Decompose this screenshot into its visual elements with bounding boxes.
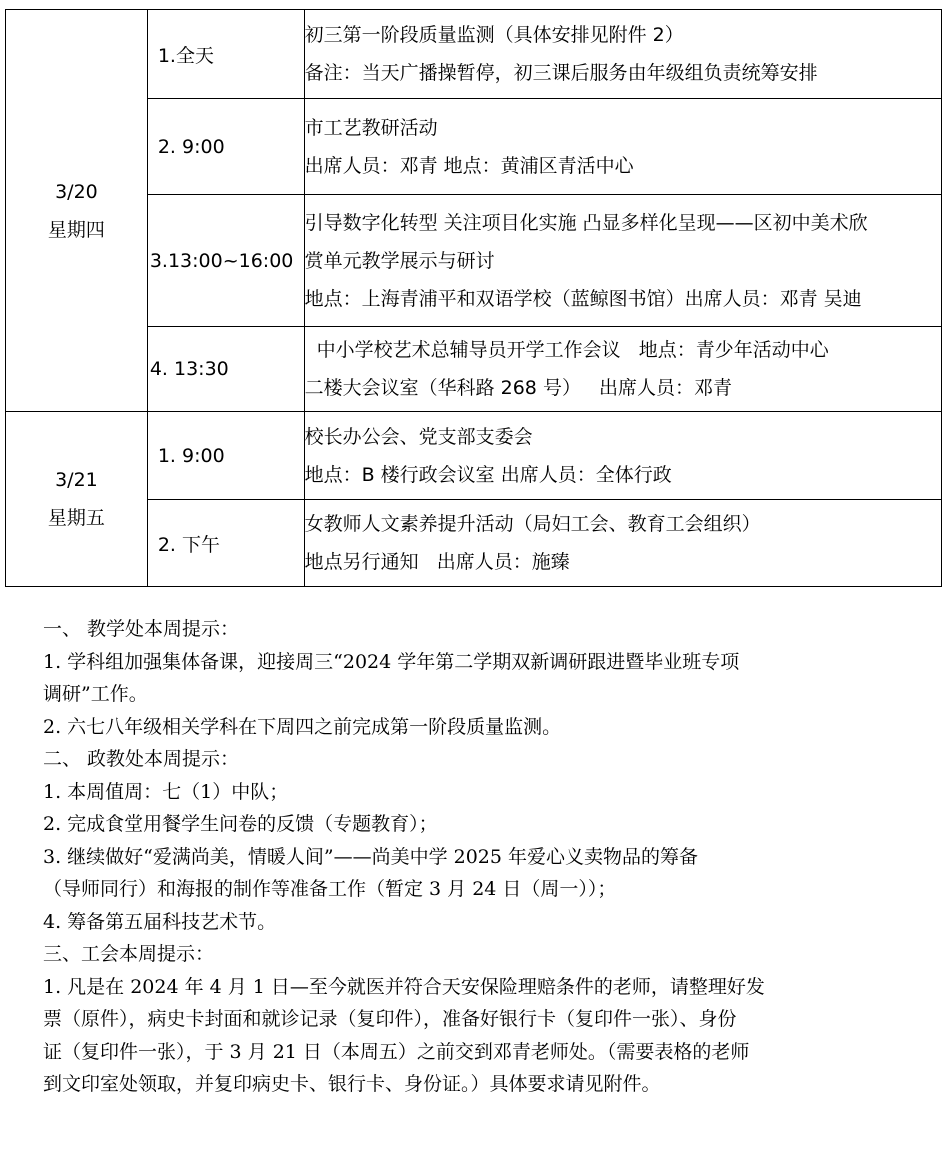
table-row (6, 412, 942, 500)
event-line: 地点另行通知 出席人员：施臻 (304, 551, 570, 573)
time-cell: 2. 下午 (147, 500, 304, 587)
date-label: 3/21 (55, 469, 98, 491)
note-line: 证（复印件一张），于 3 月 21 日（本周五）之前交到邓青老师处。（需要表格的老师 (43, 1040, 750, 1063)
date-cell (6, 10, 148, 412)
note-line: 4. 筹备第五届科技艺术节。 (43, 910, 277, 933)
note-line: 2. 六七八年级相关学科在下周四之前完成第一阶段质量监测。 (43, 715, 562, 738)
note-line: （导师同行）和海报的制作等准备工作（暂定 3 月 24 日（周一））； (43, 878, 617, 900)
note-line: 1. 学科组加强集体备课，迎接周三“2024 学年第二学期双新调研跟进暨毕业班专项 (43, 650, 740, 673)
event-cell (304, 99, 941, 195)
weekday-label: 星期五 (47, 507, 105, 529)
note-line: 1. 本周值周：七（1）中队； (43, 780, 289, 803)
time-cell: 1.全天 (147, 10, 304, 99)
table-row (6, 10, 942, 99)
event-line: 校长办公会、党支部支委会 (304, 425, 533, 448)
event-line: 中小学校艺术总辅导员开学工作会议 地点：青少年活动中心 (304, 339, 829, 361)
section-heading: 三、工会本周提示： (43, 943, 215, 965)
note-line: 调研”工作。 (43, 683, 148, 705)
note-line: 2. 完成食堂用餐学生问卷的反馈（专题教育）； (43, 813, 438, 835)
weekday-label: 星期四 (47, 218, 105, 241)
event-line: 备注：当天广播操暂停，初三课后服务由年级组负责统筹安排 (304, 62, 818, 84)
time-cell: 1. 9:00 (147, 412, 304, 500)
date-cell (6, 412, 148, 587)
note-line: 1. 凡是在 2024 年 4 月 1 日—至今就医并符合天安保险理赔条件的老师，请整理好发 (43, 975, 765, 998)
event-cell (304, 500, 941, 587)
note-line: 票（原件），病史卡封面和就诊记录（复印件），准备好银行卡（复印件一张）、身份 (43, 1008, 737, 1030)
event-line: 赏单元教学展示与研讨 (304, 249, 495, 272)
event-cell (304, 327, 941, 412)
event-line: 地点：B 楼行政会议室 出席人员：全体行政 (304, 463, 672, 486)
weekly-schedule-table (5, 9, 942, 587)
section-heading: 二、 政教处本周提示： (43, 748, 240, 770)
event-line: 市工艺教研活动 (304, 116, 438, 139)
event-line: 二楼大会议室（华科路 268 号） 出席人员：邓青 (304, 377, 733, 399)
event-line: 女教师人文素养提升活动（局妇工会、教育工会组织） (304, 513, 761, 535)
note-line: 到文印室处领取，并复印病史卡、银行卡、身份证。）具体要求请见附件。 (43, 1073, 661, 1095)
event-line: 初三第一阶段质量监测（具体安排见附件 2） (304, 24, 684, 46)
event-line: 出席人员：邓青 地点：黄浦区青活中心 (304, 154, 634, 177)
event-line: 地点：上海青浦平和双语学校（蓝鲸图书馆）出席人员：邓青 吴迪 (304, 287, 862, 310)
section-heading: 一、 教学处本周提示： (43, 618, 240, 640)
event-line: 引导数字化转型 关注项目化实施 凸显多样化呈现——区初中美术欣 (304, 211, 868, 234)
event-cell (304, 195, 941, 327)
event-cell (304, 412, 941, 500)
time-cell: 3.13:00~16:00 (147, 195, 304, 327)
note-line: 3. 继续做好“爱满尚美，情暖人间”——尚美中学 2025 年爱心义卖物品的筹备 (43, 845, 699, 868)
time-cell: 4. 13:30 (147, 327, 304, 412)
weekly-notes (43, 613, 923, 1101)
date-label: 3/20 (55, 180, 98, 203)
event-cell (304, 10, 941, 99)
time-cell: 2. 9:00 (147, 99, 304, 195)
